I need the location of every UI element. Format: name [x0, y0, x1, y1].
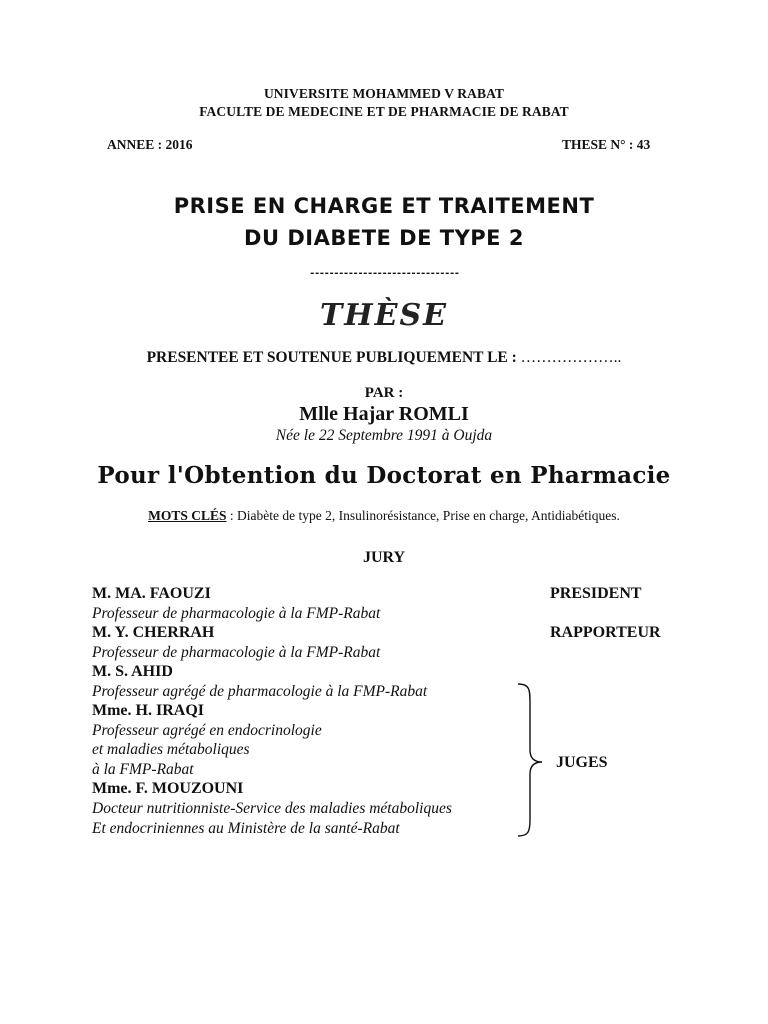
presentation-label: PRESENTEE ET SOUTENUE PUBLIQUEMENT LE : — [146, 349, 521, 366]
title-separator: ------------------------------- — [309, 268, 459, 279]
jury-member-name: Mme. H. IRAQI — [92, 702, 204, 719]
jury-member-name: Mme. F. MOUZOUNI — [92, 780, 244, 797]
role-rapporteur: RAPPORTEUR — [550, 624, 661, 641]
author-birth-info: Née le 22 Septembre 1991 à Oujda — [275, 427, 493, 444]
presentation-line — [0, 349, 768, 367]
thesis-number: THESE N° : 43 — [562, 137, 651, 152]
thesis-title-line-2: DU DIABETE DE TYPE 2 — [244, 226, 524, 250]
jury-member-title: Et endocriniennes au Ministère de la santé-Rabat — [92, 820, 400, 837]
degree-purpose: Pour l'Obtention du Doctorat en Pharmacie — [97, 462, 671, 489]
jury-member-name: M. S. AHID — [92, 663, 173, 680]
jury-member-title: Professeur de pharmacologie à la FMP-Rabat — [92, 605, 381, 622]
keywords-label: MOTS CLÉS — [148, 508, 227, 523]
jury-member-name: M. MA. FAOUZI — [92, 585, 211, 602]
par-label: PAR : — [364, 385, 404, 401]
role-juges: JUGES — [556, 754, 608, 771]
jury-member-title: Docteur nutritionniste-Service des maladies métaboliques — [92, 800, 452, 817]
jury-member-title: et maladies métaboliques — [92, 741, 250, 758]
jury-member-title: Professeur de pharmacologie à la FMP-Rabat — [92, 644, 381, 661]
judges-brace — [512, 680, 548, 840]
thesis-year: ANNEE : 2016 — [107, 137, 193, 152]
these-heading: THÈSE — [319, 298, 449, 333]
presentation-date-placeholder: ……………….. — [520, 349, 622, 366]
thesis-title-line-1: PRISE EN CHARGE ET TRAITEMENT — [173, 194, 595, 218]
faculty-name: FACULTE DE MEDECINE ET DE PHARMACIE DE RABAT — [199, 104, 569, 119]
jury-member-title: à la FMP-Rabat — [92, 761, 194, 778]
jury-heading: JURY — [362, 549, 406, 566]
jury-member-title: Professeur agrégé de pharmacologie à la FMP-Rabat — [92, 683, 428, 700]
keywords-text: : Diabète de type 2, Insulinorésistance, Prise en charge, Antidiabétiques. — [226, 508, 620, 523]
jury-member-title: Professeur agrégé en endocrinologie — [92, 722, 322, 739]
university-name: UNIVERSITE MOHAMMED V RABAT — [263, 86, 505, 101]
keywords-line — [0, 508, 768, 524]
author-name: Mlle Hajar ROMLI — [299, 403, 469, 425]
role-president: PRESIDENT — [550, 585, 642, 602]
jury-member-name: M. Y. CHERRAH — [92, 624, 215, 641]
